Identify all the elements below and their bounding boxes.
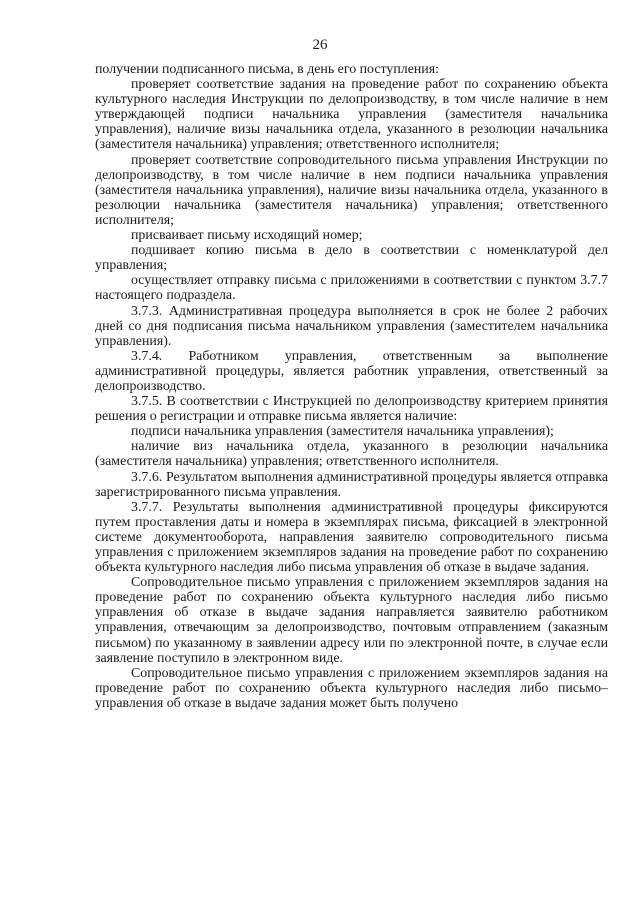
- page-number: 26: [312, 37, 328, 53]
- paragraph: подшивает копию письма в дело в соответствии с номенклатурой дел управления;: [95, 243, 608, 274]
- paragraph: присваивает письму исходящий номер;: [131, 228, 363, 244]
- paragraph: наличие виз начальника отдела, указанного в резолюции начальника (заместителя начальника) управления; ответственного исполнителя.: [95, 439, 608, 470]
- paragraph: 3.7.3. Административная процедура выполняется в срок не более 2 рабочих дней со дня подписания письма начальником управления (заместителем начальника управления).: [95, 303, 608, 349]
- paragraph: проверяет соответствие задания на проведение работ по сохранению объекта культурного наследия Инструкции по делопроизводству, в том числе наличие в нем утверждающей подписи начальника управления (заместителя начальника управления), наличие визы начальника отдела, указанного в резолюции начальника (заместителя начальника) управления; ответственного исполнителя;: [95, 77, 608, 153]
- paragraph: получении подписанного письма, в день его поступления:: [95, 62, 439, 77]
- paragraph: подписи начальника управления (заместителя начальника управления);: [131, 424, 554, 440]
- paragraph: 3.7.6. Результатом выполнения административной процедуры является отправка зарегистрированного письма управления.: [95, 469, 608, 500]
- paragraph: 3.7.7. Результаты выполнения административной процедуры фиксируются путем проставления даты и номера в экземплярах письма, фиксацией в электронной системе документооборота, направления заявителю сопроводительного письма управления с приложением экземпляров задания на проведение работ по сохранению объекта культурного наследия либо письма управления об отказе в выдаче задания.: [95, 499, 608, 576]
- paragraph: осуществляет отправку письма с приложениями в соответствии с пунктом 3.7.7 настоящего подраздела.: [95, 273, 608, 304]
- paragraph: 3.7.4. Работником управления, ответственным за выполнение административной процедуры, является работник управления, ответственный за делопроизводство.: [95, 348, 608, 394]
- paragraph: Сопроводительное письмо управления с приложением экземпляров задания на проведение работ по сохранению объекта культурного наследия либо письмо–управления об отказе в выдаче задания может быть получено: [95, 665, 608, 711]
- paragraph: 3.7.5. В соответствии с Инструкцией по делопроизводству критерием принятия решения о регистрации и отправке письма является наличие:: [95, 394, 608, 425]
- document-body: [95, 62, 608, 711]
- paragraph: Сопроводительное письмо управления с приложением экземпляров задания на проведение работ по сохранению объекта культурного наследия либо письмо управления об отказе в выдаче задания направляется заявителю работником управления, отвечающим за делопроизводство, почтовым отправлением (заказным письмом) по указанному в заявлении адресу или по электронной почте, в случае если заявление поступило в электронном виде.: [95, 575, 608, 666]
- paragraph: проверяет соответствие сопроводительного письма управления Инструкции по делопроизводству, в том числе наличие в нем подписи начальника управления (заместителя начальника управления), наличие визы начальника отдела, указанного в резолюции начальника (заместителя начальника) управления; ответственного исполнителя;: [95, 152, 608, 228]
